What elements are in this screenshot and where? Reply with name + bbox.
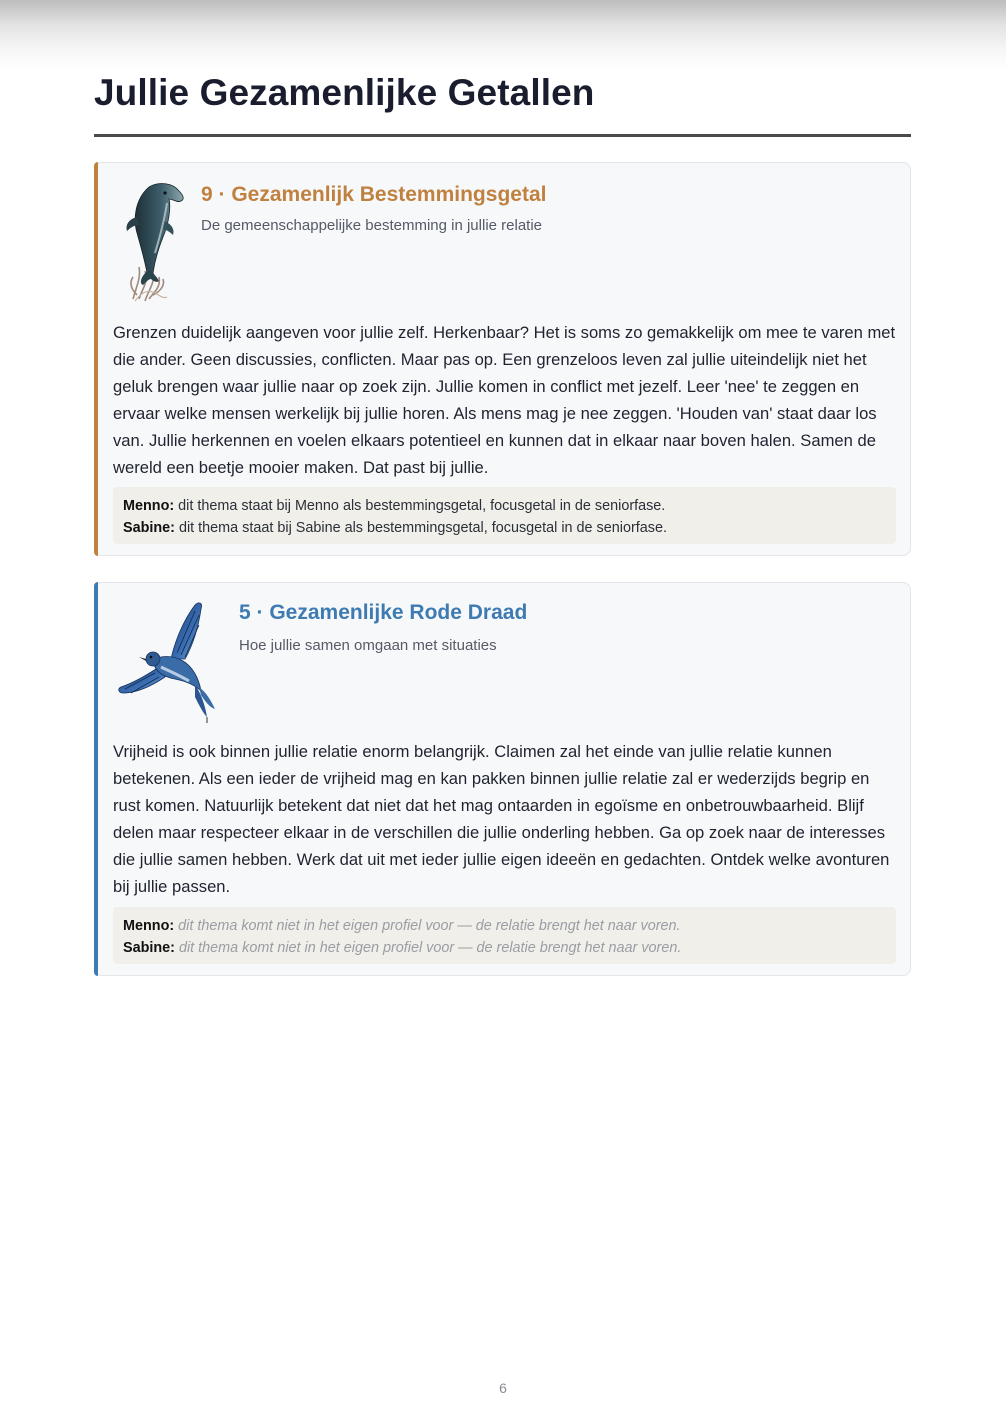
card-body-text: Vrijheid is ook binnen jullie relatie enorm belangrijk. Claimen zal het einde van jullie relatie kunnen betekenen. Als een ieder de vrijheid mag en kan pakken binnen jullie relatie zal er wederzijds begrip en rust komen. Natuurlijk betekent dat niet dat het mag ontaarden in egoïsme en onbetrouwbaarheid. Blijf delen maar respecteer elkaar in de verschillen die jullie onderling hebben. Ga op zoek naar de interesses die jullie samen hebben. Werk dat uit met ieder jullie eigen ideeën en gedachten. Ontdek welke avonturen bij jullie passen. xyxy=(113,742,890,896)
dolphin-icon xyxy=(119,177,189,303)
page-number: 6 xyxy=(499,1380,507,1396)
bird-icon xyxy=(115,597,225,723)
note-name: Sabine: xyxy=(123,519,175,536)
note-sabine xyxy=(123,938,886,960)
partner-notes xyxy=(113,487,896,544)
title-divider xyxy=(94,134,911,137)
number-card-red-thread xyxy=(94,582,911,976)
note-text: dit thema komt niet in het eigen profiel voor — de relatie brengt het naar voren. xyxy=(178,939,682,956)
card-subtitle: De gemeenschappelijke bestemming in jullie relatie xyxy=(201,217,543,234)
page-top-shadow xyxy=(0,0,1006,70)
note-name: Sabine: xyxy=(123,939,175,956)
note-menno xyxy=(123,496,886,518)
card-header xyxy=(95,583,910,733)
note-text: dit thema komt niet in het eigen profiel voor — de relatie brengt het naar voren. xyxy=(178,918,681,934)
card-title: 5 · Gezamenlijke Rode Draad xyxy=(239,601,528,624)
card-header xyxy=(95,163,910,313)
card-subtitle: Hoe jullie samen omgaan met situaties xyxy=(239,637,497,654)
note-text: dit thema staat bij Menno als bestemmingsgetal, focusgetal in de seniorfase. xyxy=(178,498,666,514)
note-menno xyxy=(123,916,886,938)
note-text: dit thema staat bij Sabine als bestemmingsgetal, focusgetal in de seniorfase. xyxy=(178,519,667,536)
number-card-destiny xyxy=(94,162,911,556)
page-title: Jullie Gezamenlijke Getallen xyxy=(94,72,595,113)
card-body-text: Grenzen duidelijk aangeven voor jullie zelf. Herkenbaar? Het is soms zo gemakkelijk om mee te varen met die ander. Geen discussies, conflicten. Maar pas op. Een grenzeloos leven zal jullie uiteindelijk niet het geluk brengen waar jullie naar op zoek zijn. Jullie komen in conflict met jezelf. Leer 'nee' te zeggen en ervaar welke mensen werkelijk bij jullie horen. Als mens mag je nee zeggen. 'Houden van' staat daar los van. Jullie herkennen en voelen elkaars potentieel en kunnen dat in elkaar naar boven halen. Samen de wereld een beetje mooier maken. Dat past bij jullie. xyxy=(113,323,896,477)
partner-notes xyxy=(113,907,896,964)
note-name: Menno: xyxy=(123,498,175,514)
note-sabine xyxy=(123,518,886,540)
card-title: 9 · Gezamenlijk Bestemmingsgetal xyxy=(201,183,547,206)
note-name: Menno: xyxy=(123,918,175,934)
